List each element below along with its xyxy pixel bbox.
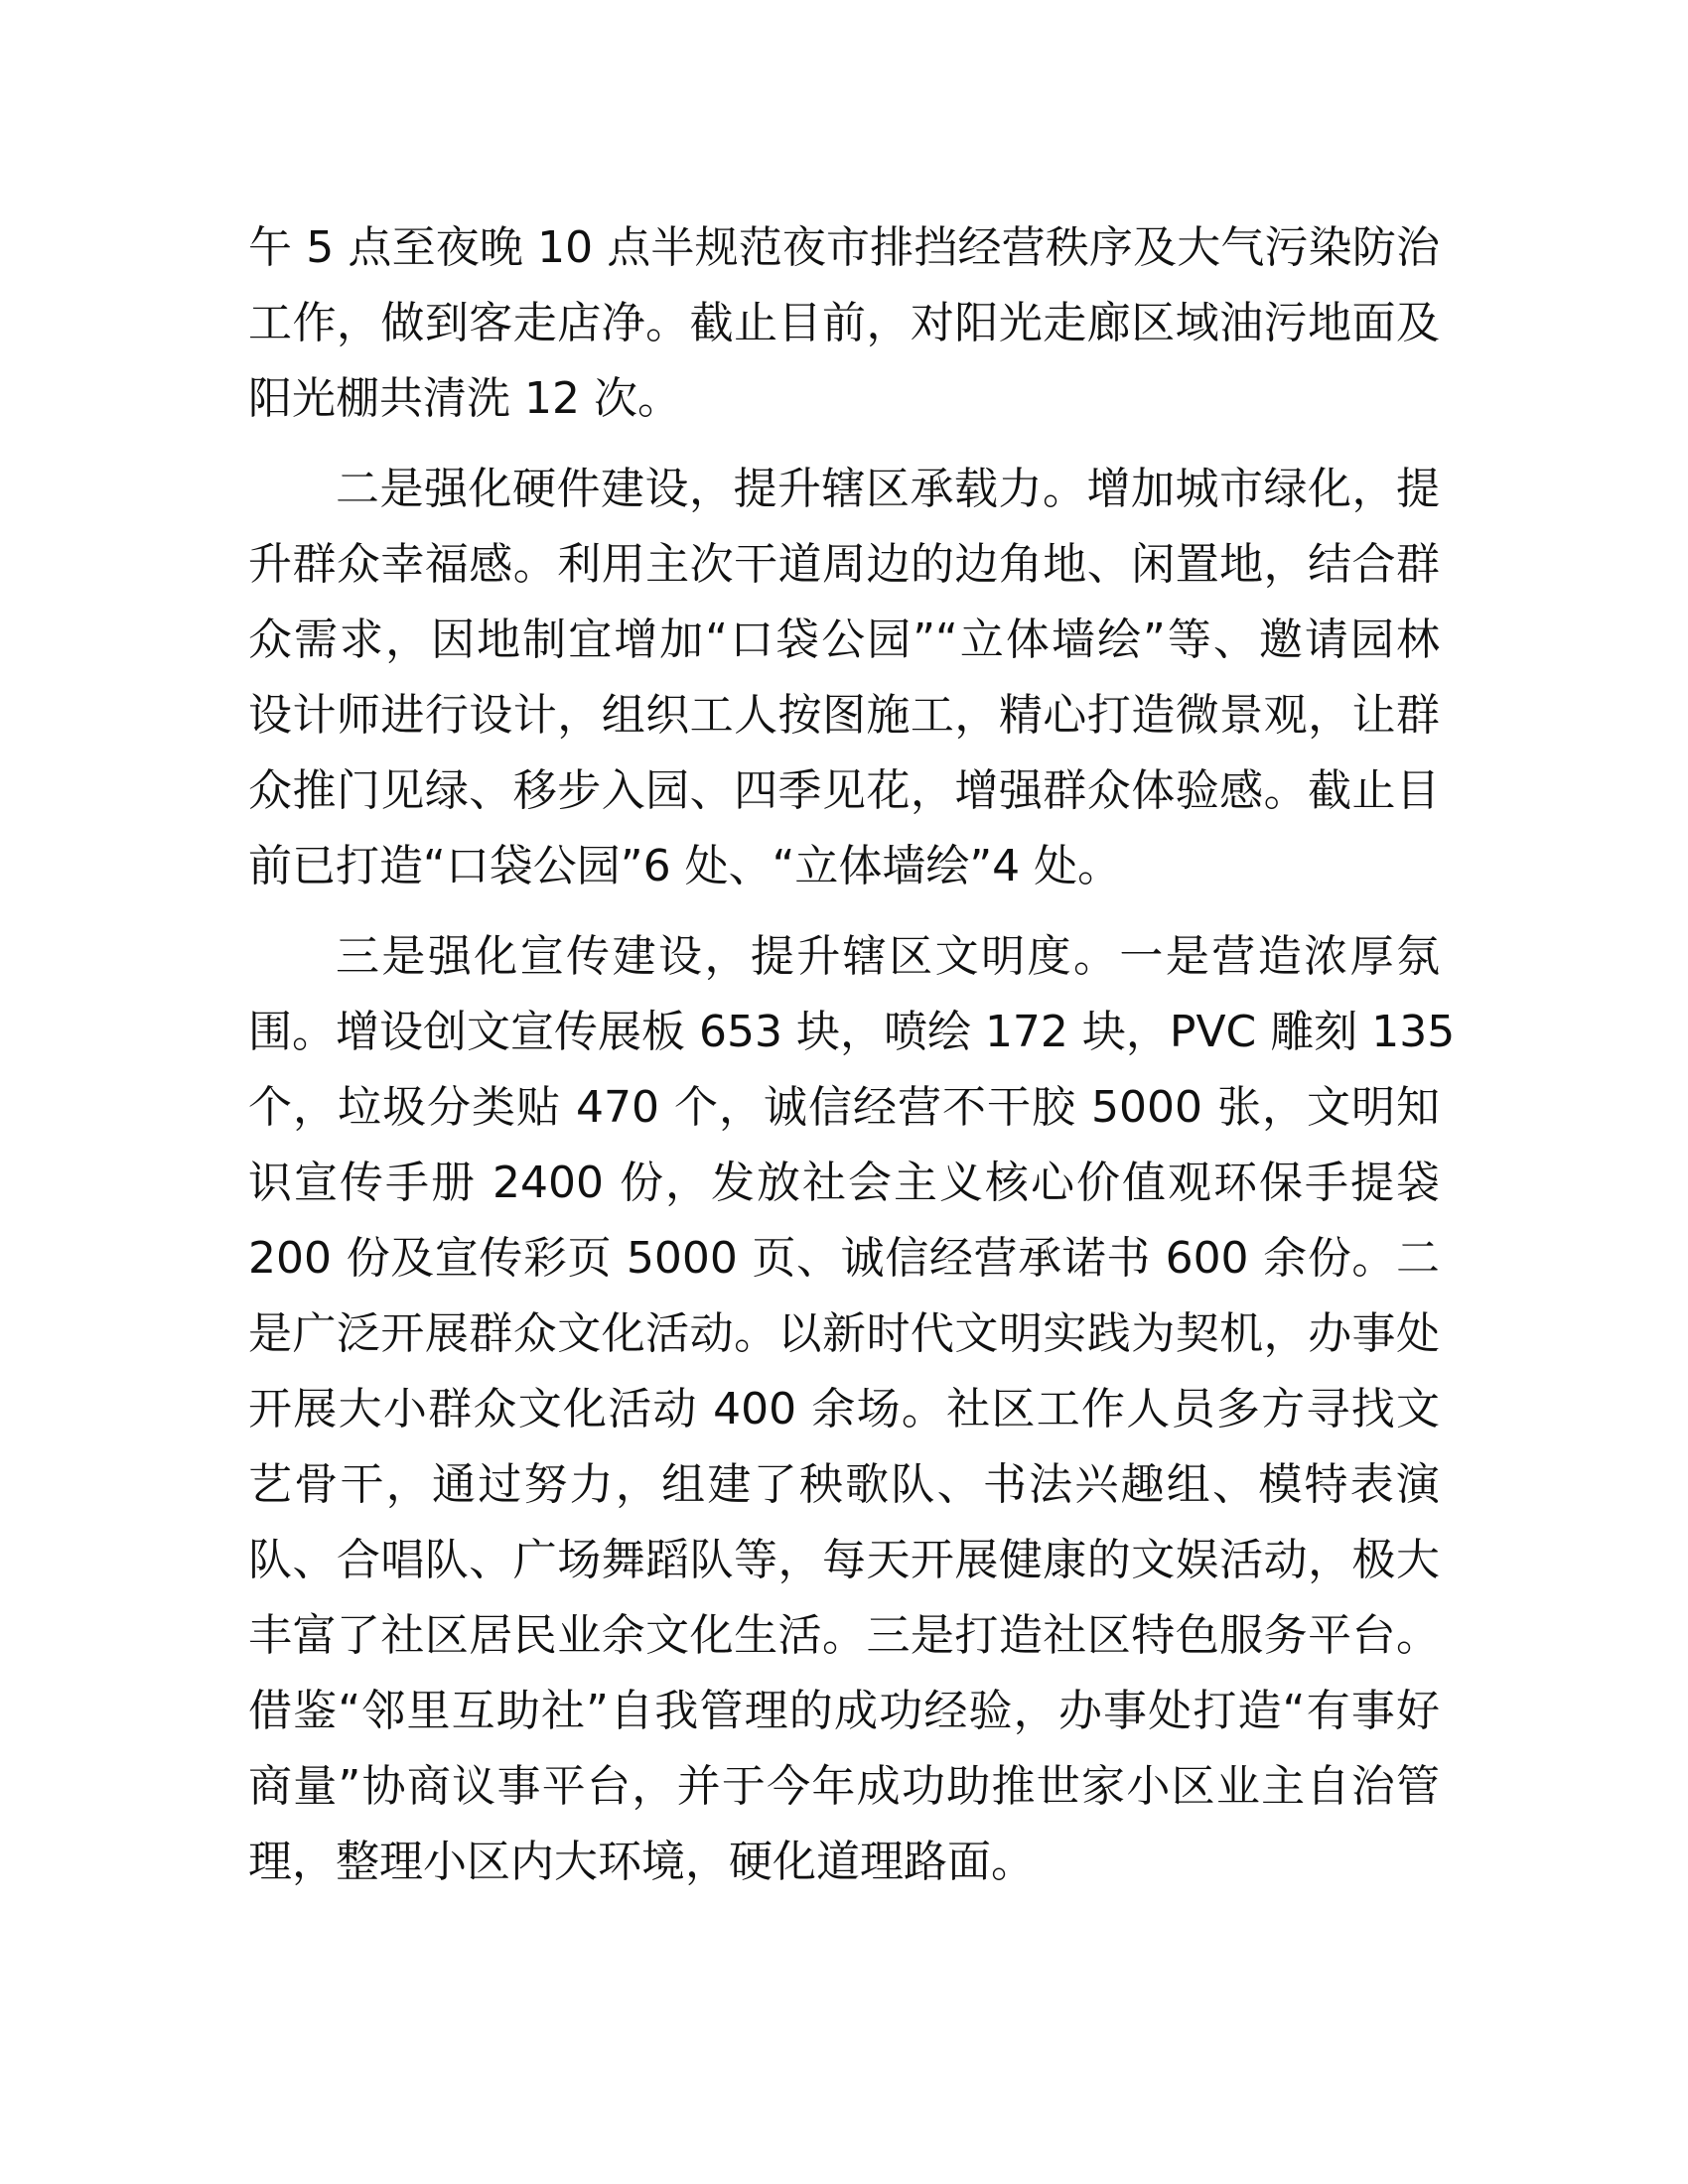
text-line: 识宣传手册 2400 份，发放社会主义核心价值观环保手提袋 — [248, 1158, 1440, 1208]
text-line: 众推门见绿、移步入园、四季见花，增强群众体验感。截止目 — [248, 765, 1440, 816]
text-line: 三是强化宣传建设，提升辖区文明度。一是营造浓厚氛 — [336, 931, 1440, 982]
text-line: 是广泛开展群众文化活动。以新时代文明实践为契机，办事处 — [248, 1308, 1440, 1359]
text-line: 丰富了社区居民业余文化生活。三是打造社区特色服务平台。 — [248, 1610, 1440, 1661]
text-line: 开展大小群众文化活动 400 余场。社区工作人员多方寻找文 — [248, 1384, 1440, 1434]
text-line: 艺骨干，通过努力，组建了秧歌队、书法兴趣组、模特表演 — [248, 1459, 1440, 1510]
text-line: 个，垃圾分类贴 470 个，诚信经营不干胶 5000 张，文明知 — [248, 1082, 1440, 1133]
text-line: 商量”协商议事平台，并于今年成功助推世家小区业主自治管 — [248, 1761, 1440, 1812]
text-line: 围。增设创文宣传展板 653 块，喷绘 172 块，PVC 雕刻 135 — [248, 1007, 1456, 1057]
text-line: 理，整理小区内大环境，硬化道理路面。 — [248, 1837, 1035, 1887]
text-line: 200 份及宣传彩页 5000 页、诚信经营承诺书 600 余份。二 — [248, 1233, 1440, 1284]
text-line: 阳光棚共清洗 12 次。 — [248, 373, 681, 424]
text-line: 午 5 点至夜晚 10 点半规范夜市排挡经营秩序及大气污染防治 — [248, 222, 1440, 273]
text-line: 众需求，因地制宜增加“口袋公园”“立体墙绘”等、邀请园林 — [248, 614, 1440, 665]
text-line: 前已打造“口袋公园”6 处、“立体墙绘”4 处。 — [248, 841, 1122, 891]
text-line: 升群众幸福感。利用主次干道周边的边角地、闲置地，结合群 — [248, 539, 1440, 590]
text-line: 设计师进行设计，组织工人按图施工，精心打造微景观，让群 — [248, 690, 1440, 741]
text-line: 工作，做到客走店净。截止目前，对阳光走廊区域油污地面及 — [248, 298, 1440, 348]
text-line: 二是强化硬件建设，提升辖区承载力。增加城市绿化，提 — [336, 464, 1440, 514]
text-line: 借鉴“邻里互助社”自我管理的成功经验，办事处打造“有事好 — [248, 1686, 1440, 1736]
text-line: 队、合唱队、广场舞蹈队等，每天开展健康的文娱活动，极大 — [248, 1535, 1440, 1585]
